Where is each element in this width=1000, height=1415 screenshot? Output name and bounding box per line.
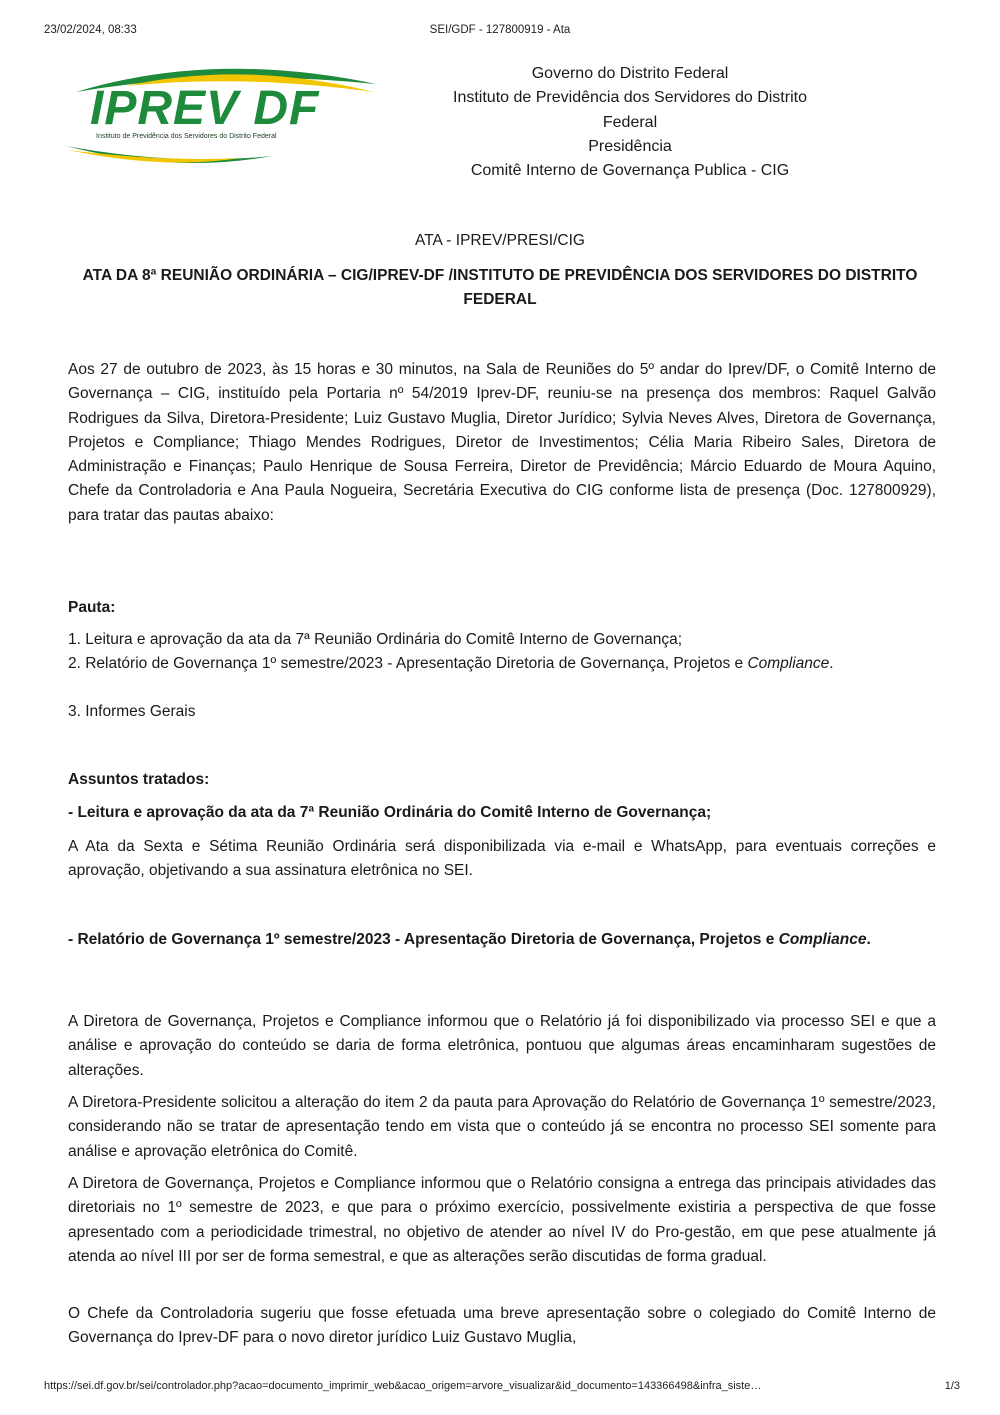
topic-1-body: A Ata da Sexta e Sétima Reunião Ordinária será disponibilizada via e-mail e WhatsApp, para eventuais correções e aprovação, objetivando a sua assinatura eletrônica no SEI. xyxy=(68,838,936,880)
topic-2-heading xyxy=(68,928,936,952)
document-code: ATA - IPREV/PRESI/CIG xyxy=(415,232,585,249)
iprev-df-logo xyxy=(64,62,380,170)
org-line-government: Governo do Distrito Federal xyxy=(531,65,729,82)
topic-2-paragraph-3: A Diretora de Governança, Projetos e Compliance informou que o Relatório consigna a entrega das principais atividades das diretoriais no 1º semestre de 2023, e que para o próximo exercício, possivelmente existiria a perspectiva de que fosse apresentado com a periodicidade trimestral, no objetivo de atender ao nível IV do Pro-gestão, em que pese atualmente já atenda ao nível III por ser de forma semestral, e que as alterações serão discutidas de forma gradual. xyxy=(68,1175,936,1265)
topic-1-heading: - Leitura e aprovação da ata da 7ª Reunião Ordinária do Comitê Interno de Governança; xyxy=(68,804,712,821)
pauta-item-2 xyxy=(68,652,936,676)
org-line-institute-cont: Federal xyxy=(602,113,658,131)
org-line-committee: Comitê Interno de Governança Publica - CIG xyxy=(470,162,790,180)
print-header xyxy=(44,24,956,40)
org-line-institute: Instituto de Previdência dos Servidores do Distrito xyxy=(453,89,807,107)
topic-2-heading-italic: Compliance xyxy=(778,931,867,948)
topic-2-paragraph-2: A Diretora-Presidente solicitou a alteração do item 2 da pauta para Aprovação do Relatório de Governança 1º semestre/2023, considerando não se tratar de apresentação tendo em vista que o conteúdo já se encontra no processo SEI somente para análise e aprovação eletrônica do Comitê. xyxy=(68,1094,936,1160)
organization-header xyxy=(410,62,850,183)
logo-tagline: Instituto de Previdência dos Servidores do Distrito Federal xyxy=(96,133,277,140)
pauta-item-2-italic: Compliance xyxy=(747,655,830,672)
assuntos-heading: Assuntos tratados: xyxy=(68,771,210,788)
document-title: ATA DA 8ª REUNIÃO ORDINÁRIA – CIG/IPREV-DF /INSTITUTO DE PREVIDÊNCIA DOS SERVIDORES DO DISTRITO FEDERAL xyxy=(82,267,918,308)
org-line-presidency: Presidência xyxy=(588,137,672,155)
pauta-item-1: 1. Leitura e aprovação da ata da 7ª Reunião Ordinária do Comitê Interno de Governança; xyxy=(68,631,683,648)
pauta-item-2-text: 2. Relatório de Governança 1º semestre/2023 - Apresentação Diretoria de Governança, Projetos e xyxy=(68,655,748,672)
print-document-id: SEI/GDF - 127800919 - Ata xyxy=(429,24,571,36)
topic-2-heading-text: - Relatório de Governança 1º semestre/2023 - Apresentação Diretoria de Governança, Projetos e xyxy=(68,931,779,948)
svg-text:IPREV DF: IPREV DF xyxy=(90,82,320,135)
pauta-item-2-end: . xyxy=(829,655,834,672)
pauta-heading: Pauta: xyxy=(68,599,116,616)
footer-page-number: 1/3 xyxy=(944,1380,960,1392)
intro-paragraph: Aos 27 de outubro de 2023, às 15 horas e 30 minutos, na Sala de Reuniões do 5º andar do Iprev/DF, o Comitê Interno de Governança – CIG, instituído pela Portaria nº 54/2019 Iprev-DF, reuniu-se na presença dos membros: Raquel Galvão Rodrigues da Silva, Diretora-Presidente; Luiz Gustavo Muglia, Diretor Jurídico; Sylvia Neves Alves, Diretora de Governança, Projetos e Compliance; Thiago Mendes Rodrigues, Diretor de Investimentos; Célia Maria Ribeiro Sales, Diretora de Administração e Finanças; Paulo Henrique de Sousa Ferreira, Diretor de Previdência; Márcio Eduardo de Moura Aquino, Chefe da Controladoria e Ana Paula Nogueira, Secretária Executiva do CIG conforme lista de presença (Doc. 127800929), para tratar das pautas abaixo: xyxy=(68,361,936,524)
topic-2-heading-end: . xyxy=(866,931,871,948)
topic-2-paragraph-1: A Diretora de Governança, Projetos e Compliance informou que o Relatório já foi disponibilizado via processo SEI e que a análise e aprovação do conteúdo se daria de forma eletrônica, pontuou que algumas áreas encaminharam sugestões de alterações. xyxy=(68,1013,936,1079)
footer-url: https://sei.df.gov.br/sei/controlador.php?acao=documento_imprimir_web&acao_origem=arvore_visualizar&id_documento=143366498&infra_siste… xyxy=(44,1380,762,1392)
pauta-item-3: 3. Informes Gerais xyxy=(68,703,196,720)
topic-2-paragraph-4: O Chefe da Controladoria sugeriu que fosse efetuada uma breve apresentação sobre o colegiado do Comitê Interno de Governança do Iprev-DF para o novo diretor jurídico Luiz Gustavo Muglia, xyxy=(68,1305,936,1347)
print-datetime: 23/02/2024, 08:33 xyxy=(44,24,137,36)
print-footer xyxy=(44,1380,960,1396)
